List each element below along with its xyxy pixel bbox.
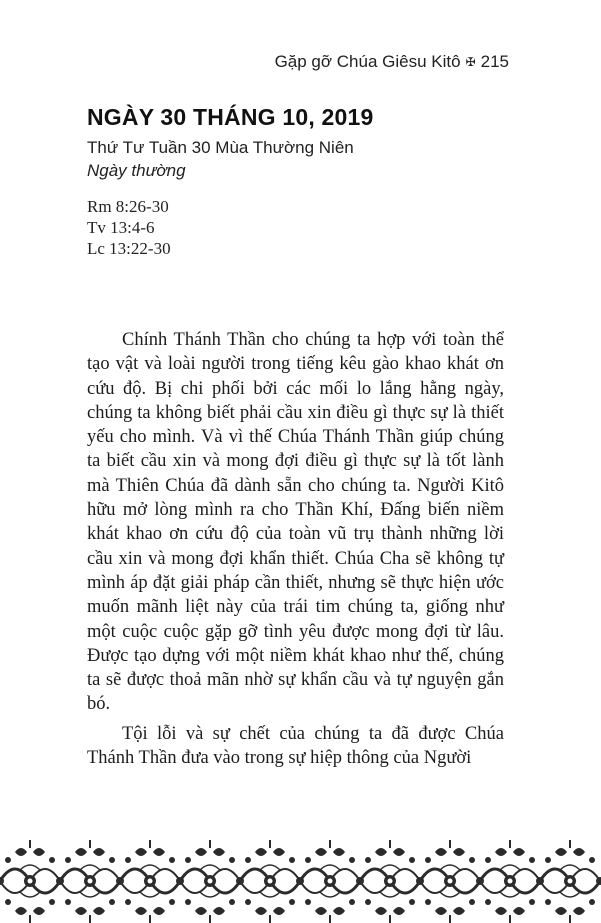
liturgical-day: Thứ Tư Tuần 30 Mùa Thường Niên [87, 138, 354, 157]
page-number: 215 [480, 52, 509, 71]
readings-list [87, 196, 171, 259]
reading-item: Rm 8:26-30 [87, 197, 169, 216]
day-type: Ngày thường [87, 161, 186, 180]
entry-date-title: NGÀY 30 THÁNG 10, 2019 [87, 104, 374, 130]
body-paragraph: Tội lỗi và sự chết của chúng ta đã được Chúa Thánh Thần đưa vào trong sự hiệp thông của Người [87, 723, 504, 769]
body-paragraph: Chính Thánh Thần cho chúng ta hợp với toàn thể tạo vật và loài người trong tiếng kêu gào khao khát ơn cứu độ. Bị chi phối bởi các mối lo lắng hằng ngày, chúng ta không biết phải cầu xin điều gì thực sự là thiết yếu cho mình. Và vì thế Chúa Thánh Thần giúp chúng ta biết cầu xin và mong đợi điều gì thực sự là tốt lành mà Thiên Chúa đã dành sẵn cho chúng ta. Người Kitô hữu mở lòng mình ra cho Thần Khí, Đấng biến niềm khát khao ơn cứu độ của toàn vũ trụ thành những lời cầu xin và mong đợi khẩn thiết. Chúa Cha sẽ không tự mình áp đặt giải pháp cần thiết, nhưng sẽ thực hiện ước muốn mãnh liệt này của trái tim chúng ta, giống như một cuộc cuộc gặp gỡ tình yêu được mong đợi từ lâu. Được tạo dựng với một niềm khát khao như thế, chúng ta sẽ được thoả mãn nhờ sự khẩn cầu và tự nguyện gắn bó. [87, 330, 504, 715]
running-header [275, 52, 509, 72]
cross-icon: ✠ [465, 55, 476, 69]
reading-item: Tv 13:4-6 [87, 218, 155, 237]
reading-item: Lc 13:22-30 [87, 239, 171, 258]
running-title: Gặp gỡ Chúa Giêsu Kitô [274, 52, 461, 71]
body-text [87, 328, 504, 770]
floral-border-ornament [0, 840, 601, 923]
